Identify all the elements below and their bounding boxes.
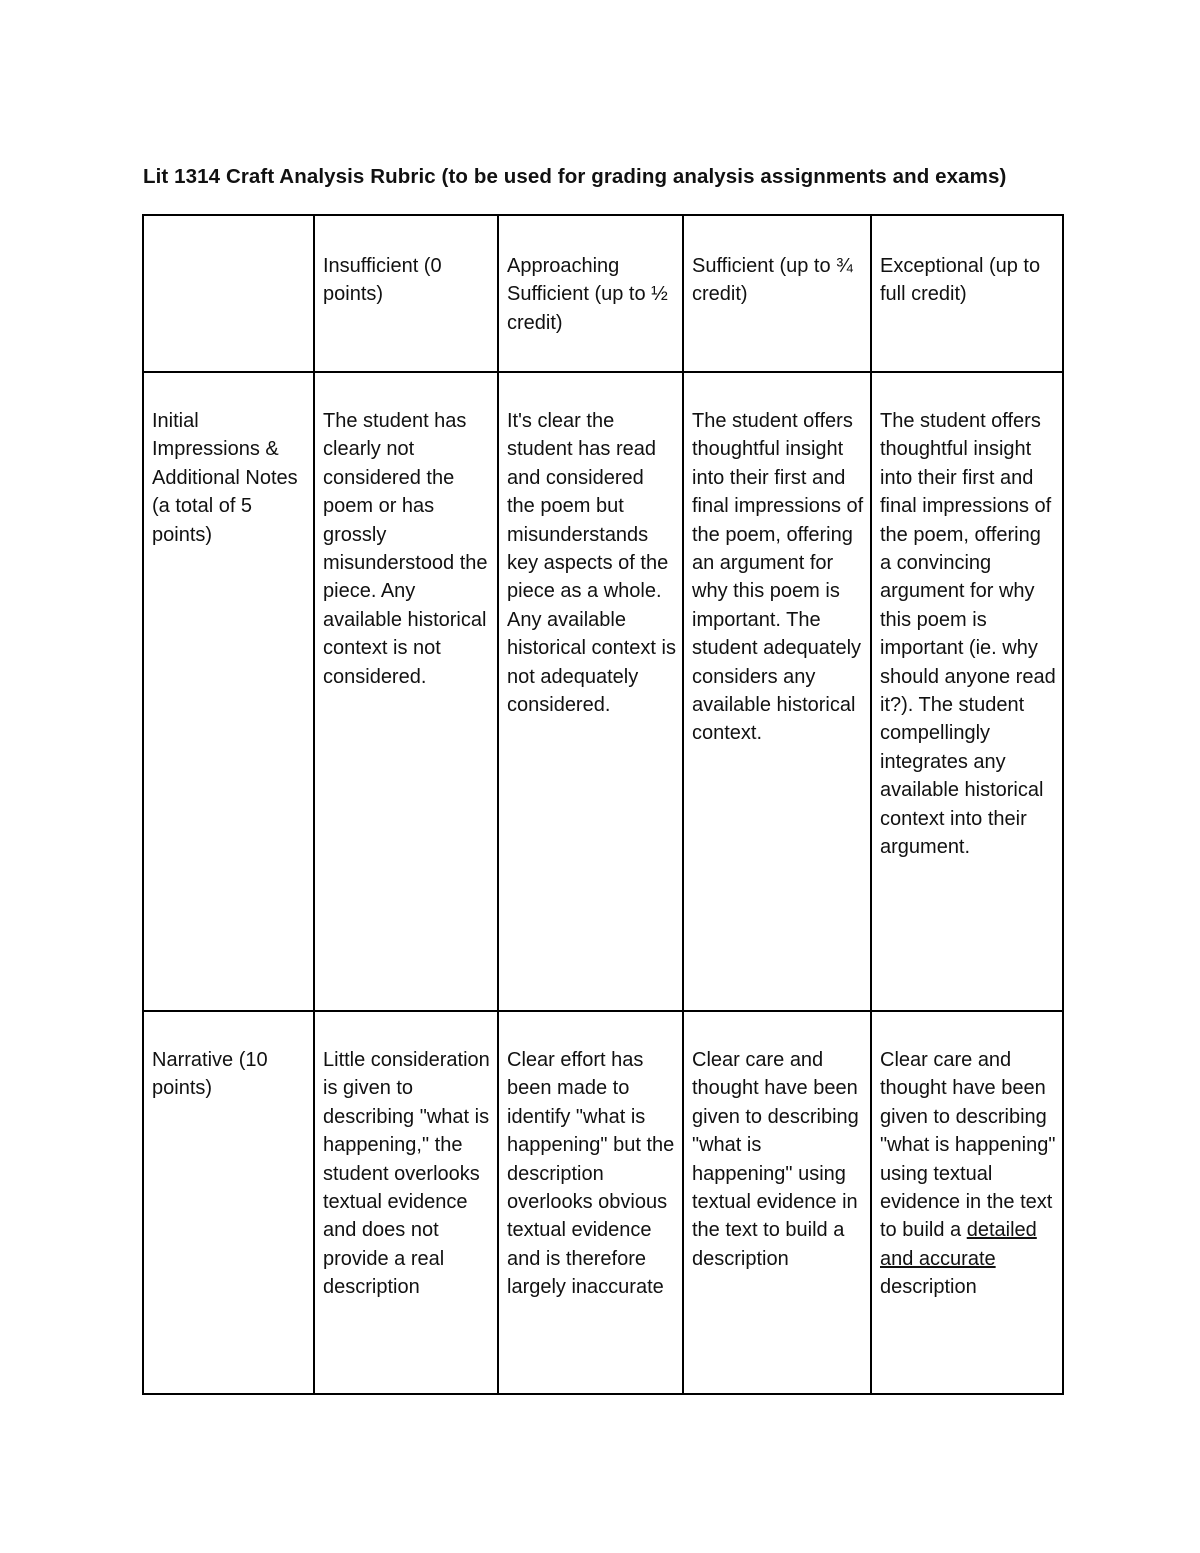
rubric-cell-insufficient: The student has clearly not considered the poem or has grossly misunderstood the piece. Any available historical context is not considered. — [314, 372, 498, 1011]
rubric-cell-insufficient: Little consideration is given to describing "what is happening," the student overlooks textual evidence and does not provide a real description — [314, 1011, 498, 1394]
header-cell-blank — [143, 215, 314, 372]
header-row — [143, 215, 1063, 372]
table-row — [143, 372, 1063, 1011]
rubric-cell-approaching-sufficient: Clear effort has been made to identify "what is happening" but the description overlooks obvious textual evidence and is therefore largely inaccurate — [498, 1011, 683, 1394]
header-cell-approaching-sufficient: Approaching Sufficient (up to ½ credit) — [498, 215, 683, 372]
rubric-cell-approaching-sufficient: It's clear the student has read and considered the poem but misunderstands key aspects of the piece as a whole. Any available historical context is not adequately considered. — [498, 372, 683, 1011]
rubric-table — [142, 214, 1064, 1395]
criterion-cell: Narrative (10 points) — [143, 1011, 314, 1394]
rubric-cell-sufficient: Clear care and thought have been given to describing "what is happening" using textual evidence in the text to build a description — [683, 1011, 871, 1394]
rubric-cell-sufficient: The student offers thoughtful insight into their first and final impressions of the poem, offering an argument for why this poem is important. The student adequately considers any available historical context. — [683, 372, 871, 1011]
header-cell-exceptional: Exceptional (up to full credit) — [871, 215, 1063, 372]
table-row — [143, 1011, 1063, 1394]
page-title: Lit 1314 Craft Analysis Rubric (to be used for grading analysis assignments and exams) — [143, 165, 1007, 188]
exceptional-text-before: Clear care and thought have been given to describing "what is happening" using textual evidence in the text to build a — [880, 1049, 1056, 1242]
rubric-cell-exceptional — [871, 1011, 1063, 1394]
rubric-cell-exceptional: The student offers thoughtful insight into their first and final impressions of the poem, offering a convincing argument for why this poem is important (ie. why should anyone read it?). The student compellingly integrates any available historical context into their argument. — [871, 372, 1063, 1011]
underlined-emphasis: detailed and accurate — [880, 1219, 1037, 1270]
criterion-cell: Initial Impressions & Additional Notes (a total of 5 points) — [143, 372, 314, 1011]
header-cell-insufficient: Insufficient (0 points) — [314, 215, 498, 372]
header-cell-sufficient: Sufficient (up to ¾ credit) — [683, 215, 871, 372]
exceptional-text-after: description — [880, 1276, 977, 1299]
